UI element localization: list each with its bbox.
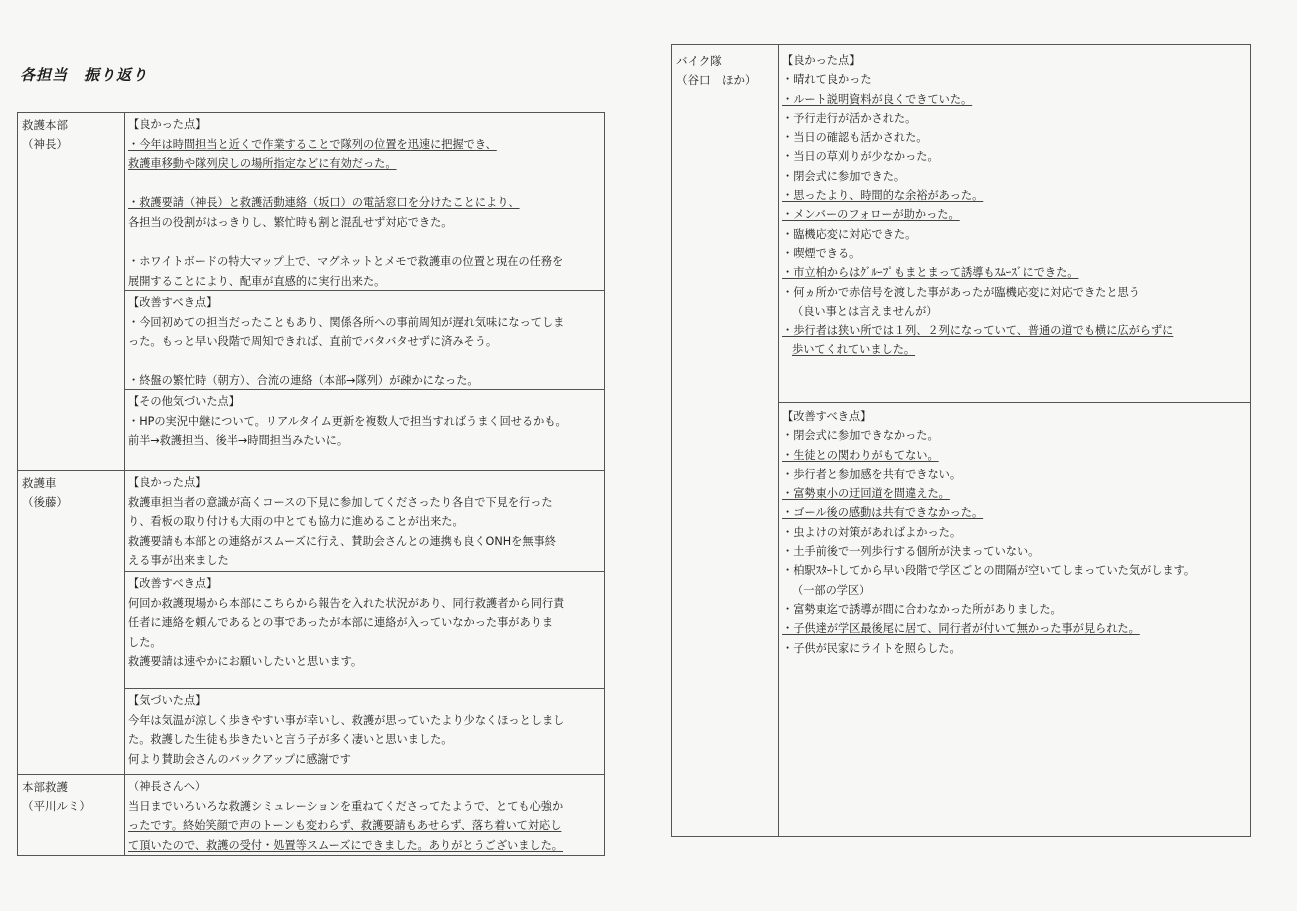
row-kyugosha [18, 470, 604, 775]
section-heading: 【改善すべき点】 [782, 410, 872, 423]
right-table [671, 44, 1251, 837]
row-label: バイク隊 （谷口 ほか） [676, 54, 757, 87]
section-heading: 【改善すべき点】 [128, 577, 218, 590]
section-heading: 【その他気づいた点】 [128, 395, 240, 408]
section-heading: 【改善すべき点】 [128, 296, 218, 309]
left-table [17, 112, 605, 856]
good-points: 【良かった点】 救護車担当者の意識が高くコースの下見に参加してくださったり各自で下見を行った り、看板の取り付けも大雨の中とても協力に進めることが出来た。 救護要請も本部との連絡がスムーズに行え、賛助会さんとの連携も良くONHを無事終 える事が出来ました [128, 473, 600, 571]
row-honbu [18, 113, 604, 470]
row-honbukyugo [18, 774, 604, 857]
good-points: 【良かった点】 ・晴れて良かった ・ルート説明資料が良くできていた。 ・予行走行が活かされた。 ・当日の確認も活かされた。 ・当日の草刈りが少なかった。 ・閉会式に参加できた。 ・思ったより、時間的な余裕があった。 ・メンバーのフォローが助かった。 ・臨機応変に対応できた。 ・喫煙できる。 ・市立柏からはｸﾞﾙｰﾌﾟもまとまって誘導もｽﾑｰｽﾞにできた。 ・何ヵ所かで赤信号を渡した事があったが臨機応変に対応できたと思う （良い事とは言えませんが） ・歩行者は狭い所では１列、２列になっていて、普通の道でも横に広がらずに 歩いてくれていました。 [782, 51, 1246, 360]
other-section: 【その他気づいた点】 ・HPの実況中継について。リアルタイム更新を複数人で担当すればうまく回せるかも。 前半→救護担当、後半→時間担当みたいに。 [125, 389, 604, 470]
section-heading: 【良かった点】 [782, 54, 861, 67]
page-title: 各担当 振り返り [20, 66, 149, 84]
improve-points: 【改善すべき点】 ・閉会式に参加できなかった。 ・生徒との関わりがもてない。 ・歩行者と参加感を共有できない。 ・富勢東小の迂回道を間違えた。 ・ゴール後の感動は共有できなかった。 ・虫よけの対策があればよかった。 ・土手前後で一列歩行する個所が決まっていない。 ・柏駅ｽﾀｰﾄしてから早い段階で学区ごとの間隔が空いてしまっていた気がします。 （一部の学区） ・富勢東迄で誘導が間に合わなかった所がありました。 ・子供達が学区最後尾に居て、同行者が付いて無かった事が見られた。 ・子供が民家にライトを照らした。 [782, 407, 1246, 658]
row-label: 救護車 （後藤） [22, 476, 68, 509]
improve-section: 【改善すべき点】 ・今回初めての担当だったこともあり、関係各所への事前周知が遅れ気味になってしま った。もっと早い段階で周知できれば、直前でバタバタせずに済みそう。 ・終盤の繁忙時（朝方）、合流の連絡（本部→隊列）が疎かになった。 [125, 290, 604, 397]
good-points: 【良かった点】 ・今年は時間担当と近くで作業することで隊列の位置を迅速に把握でき、 救護車移動や隊列戻しの場所指定などに有効だった。 ・救護要請（神長）と救護活動連絡（坂口）の電話窓口を分けたことにより、 各担当の役割がはっきりし、繁忙時も割と混乱せず対応できた。 ・ホワイトボードの特大マップ上で、マグネットとメモで救護車の位置と現在の任務を 展開することにより、配車が直感的に実行出来た。 [128, 115, 600, 291]
section-heading: 【良かった点】 [128, 476, 207, 489]
comment: （神長さんへ） 当日までいろいろな救護シミュレーションを重ねてくださってたようで、とても心強か ったです。終始笑顔で声のトーンも変わらず、救護要請もあせらず、落ち着いて対応し て頂いたので、救護の受付・処置等スムーズにできました。ありがとうございました。 [128, 780, 564, 852]
section-heading: 【気づいた点】 [128, 694, 207, 707]
column-divider [778, 45, 779, 836]
row-label: 救護本部 （神長） [22, 118, 68, 151]
row-label: 本部救護 （平川ルミ） [22, 780, 91, 813]
section-heading: 【良かった点】 [128, 118, 207, 131]
section-divider [779, 402, 1250, 403]
improve-section: 【改善すべき点】 何回か救護現場から本部にこちらから報告を入れた状況があり、同行救護者から同行責 任者に連絡を頼んであるとの事であったが本部に連絡が入っていなかった事がありま した。 救護要請は速やかにお願いしたいと思います。 [125, 571, 604, 689]
noticed-section: 【気づいた点】 今年は気温が涼しく歩きやすい事が幸いし、救護が思っていたより少なくほっとしまし た。救護した生徒も歩きたいと言う子が多く凄いと思いました。 何より賛助会さんのバックアップに感謝です [125, 688, 604, 775]
